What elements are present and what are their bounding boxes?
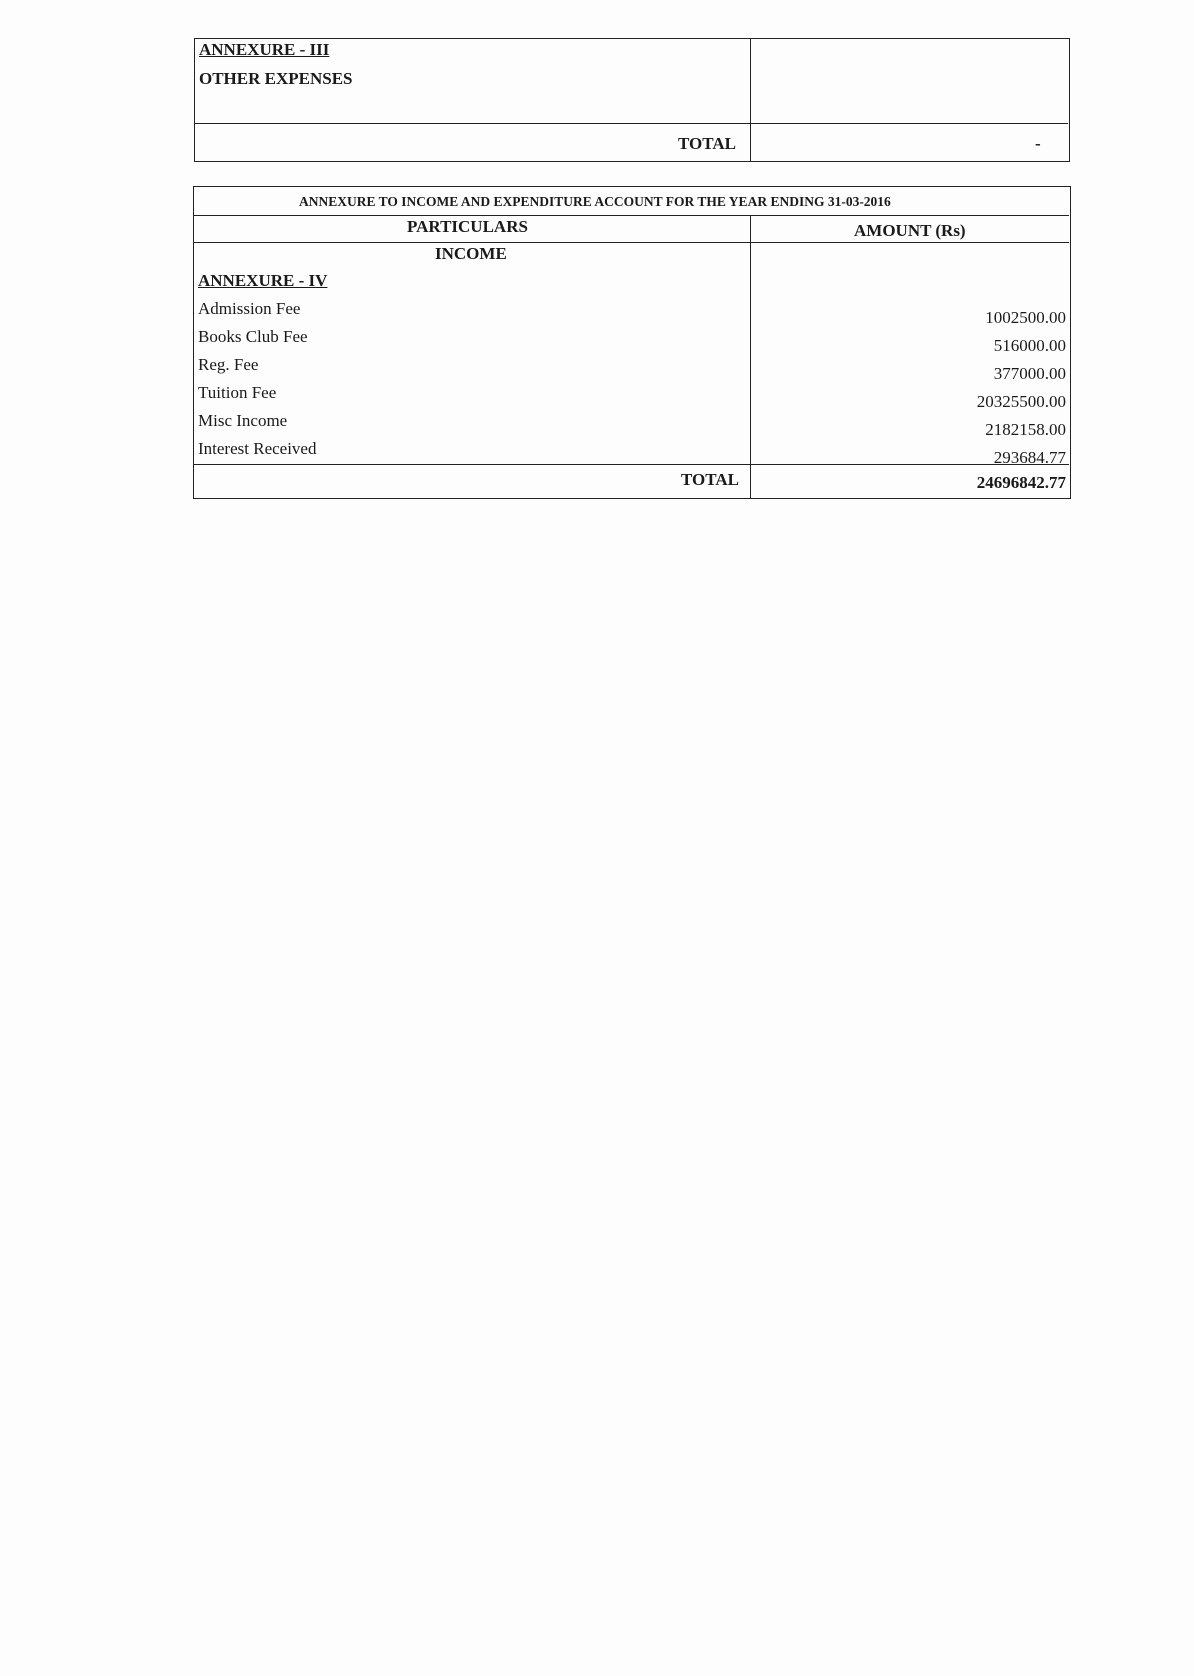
annexure-iv-heading: ANNEXURE - IV (198, 271, 328, 290)
row-amount: 377000.00 (993, 364, 1066, 383)
row-label: Tuition Fee (198, 383, 277, 402)
annexure-iv-total-value: 24696842.77 (976, 473, 1066, 492)
row-label: Interest Received (198, 439, 317, 458)
row-amount: 516000.00 (993, 336, 1066, 355)
annexure-iii-heading: ANNEXURE - III (199, 40, 330, 59)
row-label: Books Club Fee (198, 327, 308, 346)
row-label: Admission Fee (198, 299, 301, 318)
annexure-iv-total-label: TOTAL (681, 470, 739, 489)
annexure-iii-table (194, 38, 1070, 162)
annexure-iii-total-label: TOTAL (678, 134, 736, 153)
row-amount: 20325500.00 (976, 392, 1066, 411)
amount-header: AMOUNT (Rs) (854, 221, 966, 240)
row-label: Reg. Fee (198, 355, 259, 374)
row-amount: 293684.77 (993, 448, 1066, 467)
annexure-iv-table (193, 186, 1071, 499)
row-amount: 2182158.00 (985, 420, 1066, 439)
row-label: Misc Income (198, 411, 288, 430)
income-section-label: INCOME (435, 244, 507, 263)
other-expenses-label: OTHER EXPENSES (199, 69, 353, 88)
row-amount: 1002500.00 (985, 308, 1066, 327)
annexure-iii-total-value: - (1035, 134, 1041, 153)
particulars-header: PARTICULARS (407, 217, 528, 236)
table-title: ANNEXURE TO INCOME AND EXPENDITURE ACCOUNT FOR THE YEAR ENDING 31-03-2016 (299, 194, 891, 209)
